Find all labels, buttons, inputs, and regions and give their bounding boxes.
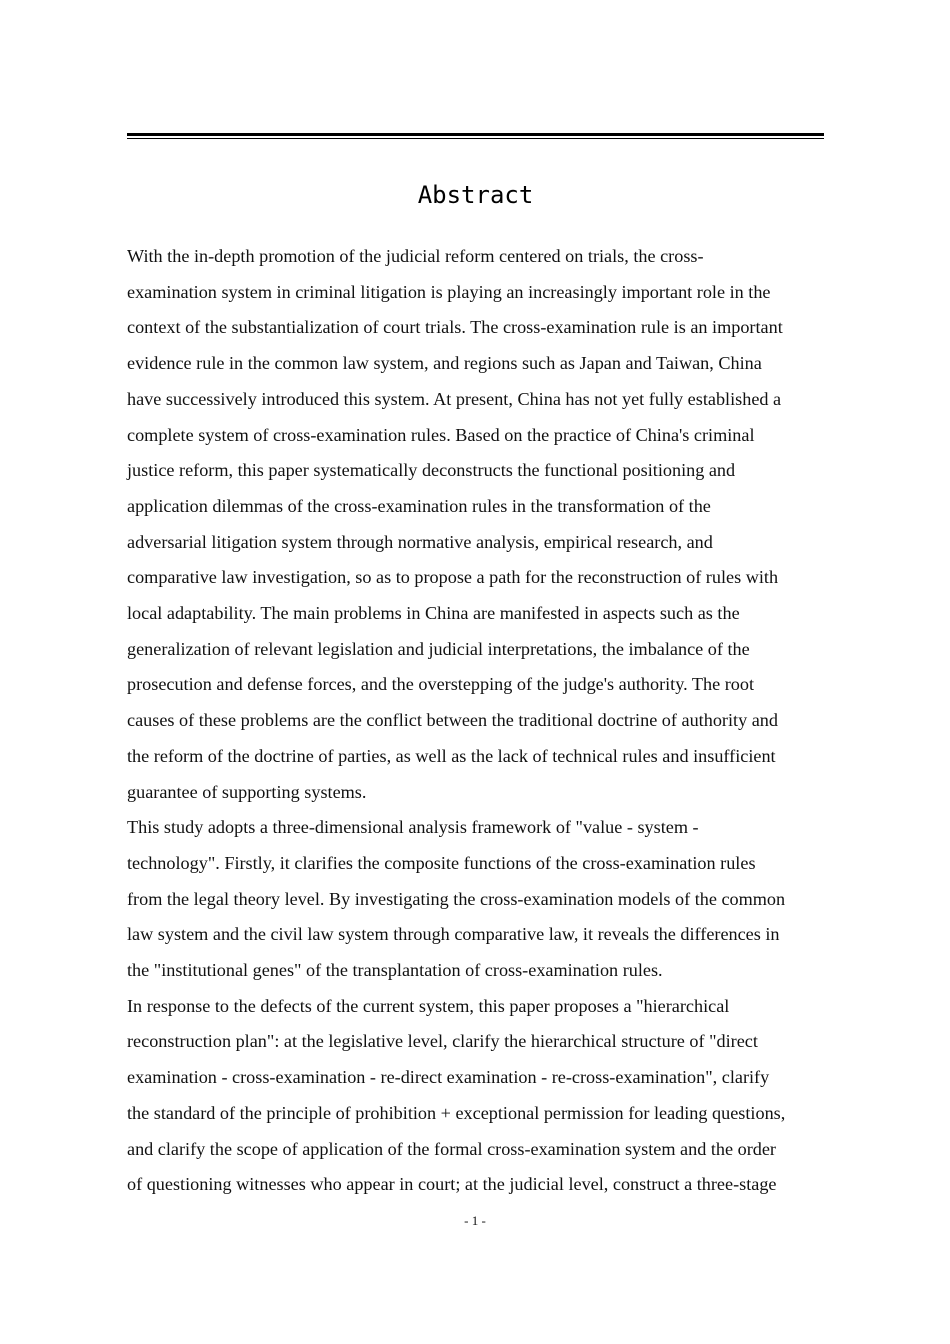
- abstract-paragraph-1: With the in-depth promotion of the judicial reform centered on trials, the cross- examination system in criminal litigation is playing an increasingly important role in the context of the substantialization of court trials. The cross-examination rule is an important evidence rule in the common law system, and regions such as Japan and Taiwan, China have successively introduced this system. At present, China has not yet fully established a complete system of cross-examination rules. Based on the practice of China's criminal justice reform, this paper systematically deconstructs the functional positioning and application dilemmas of the cross-examination rules in the transformation of the adversarial litigation system through normative analysis, empirical research, and comparative law investigation, so as to propose a path for the reconstruction of rules with local adaptability. The main problems in China are manifested in aspects such as the generalization of relevant legislation and judicial interpretations, the imbalance of the prosecution and defense forces, and the overstepping of the judge's authority. The root causes of these problems are the conflict between the traditional doctrine of authority and the reform of the doctrine of parties, as well as the lack of technical rules and insufficient guarantee of supporting systems.: [127, 246, 783, 802]
- header-rule-thin: [127, 138, 824, 139]
- header-double-rule: [127, 133, 824, 139]
- header-rule-thick: [127, 133, 824, 136]
- abstract-body: [127, 239, 827, 1203]
- page-number: - 1 -: [464, 1213, 486, 1228]
- abstract-title: Abstract: [417, 181, 534, 209]
- abstract-paragraph-2: This study adopts a three-dimensional analysis framework of "value - system - technology". Firstly, it clarifies the composite functions of the cross-examination rules from the legal theory level. By investigating the cross-examination models of the common law system and the civil law system through comparative law, it reveals the differences in the "institutional genes" of the transplantation of cross-examination rules.: [127, 817, 786, 981]
- abstract-paragraph-3: In response to the defects of the current system, this paper proposes a "hierarchical reconstruction plan": at the legislative level, clarify the hierarchical structure of "direct examination - cross-examination - re-direct examination - re-cross-examination", clarify the standard of the principle of prohibition + exceptional permission for leading questions, and clarify the scope of application of the formal cross-examination system and the order of questioning witnesses who appear in court; at the judicial level, construct a three-stage: [127, 995, 786, 1195]
